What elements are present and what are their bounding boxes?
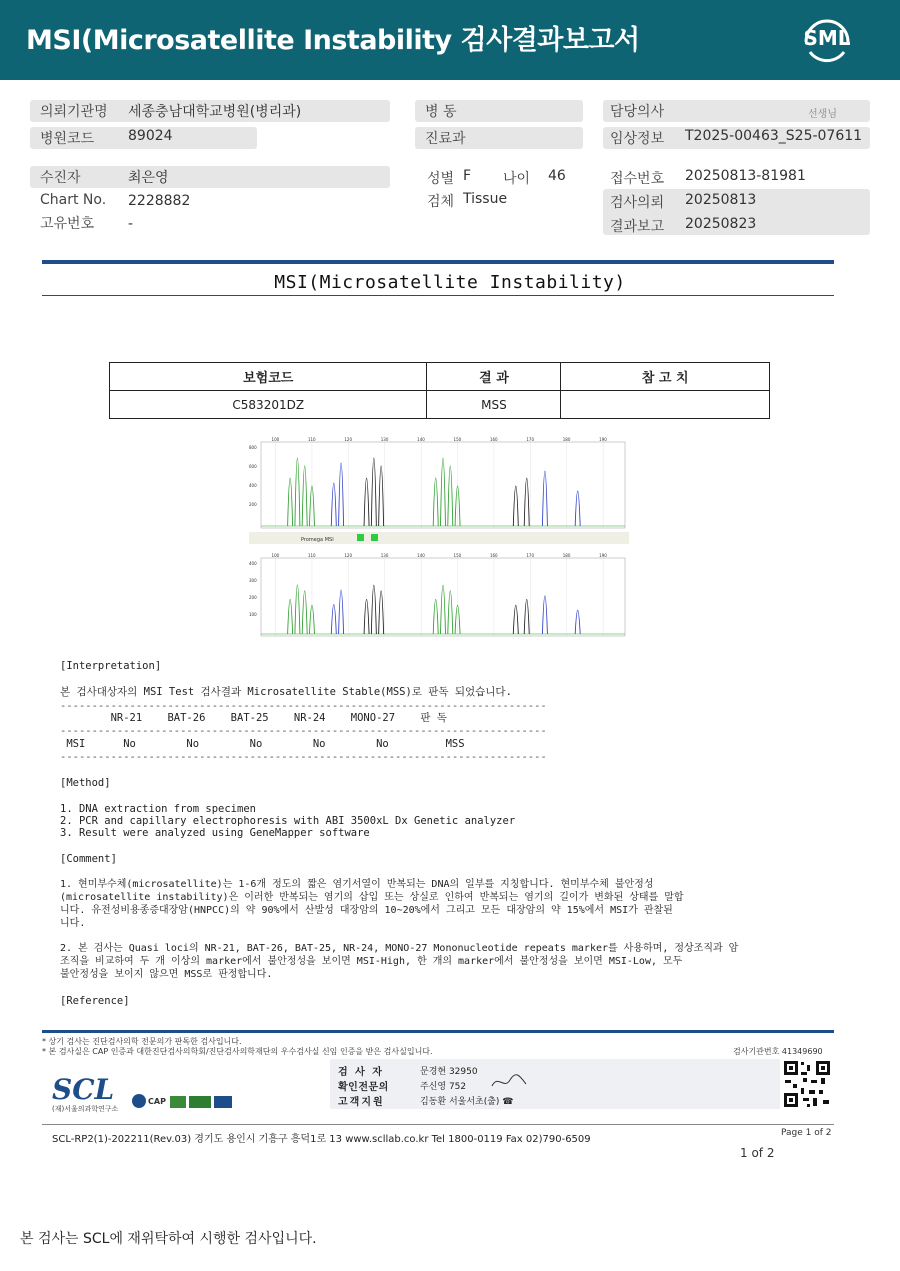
x-tick-1-6: 160 <box>489 553 498 558</box>
dash-line-1: ----------------------------------------------------------------------------- <box>60 700 547 712</box>
accreditation-icon-3 <box>214 1096 232 1108</box>
specimen-label: 검체 <box>427 194 455 210</box>
confirm-value: 주신영 752 <box>420 1082 467 1092</box>
doctor-suffix: 선생님 <box>808 109 837 120</box>
doctor-label: 담당의사 <box>610 104 665 120</box>
page-inner-indicator: Page 1 of 2 <box>781 1128 832 1138</box>
receipt-label: 접수번호 <box>610 171 665 187</box>
scl-logo: SCL <box>52 1073 115 1106</box>
sex-label: 성별 <box>427 171 455 187</box>
header-result: 결 과 <box>427 363 561 391</box>
x-tick-1-4: 140 <box>417 553 425 558</box>
x-tick-0-0: 100 <box>271 437 280 442</box>
tester-value: 문경현 32950 <box>420 1067 478 1077</box>
x-tick-0-8: 180 <box>562 437 571 442</box>
sml-logo <box>800 12 854 66</box>
x-tick-1-9: 190 <box>599 553 607 558</box>
request-value: 20250813 <box>685 192 757 208</box>
section-rule-top <box>42 260 834 264</box>
marker-box-1 <box>357 534 364 541</box>
age-label: 나이 <box>503 171 531 187</box>
x-tick-1-0: 100 <box>271 553 280 558</box>
sex-value: F <box>463 168 472 184</box>
confirm-label: 확인전문의 <box>338 1082 389 1093</box>
clinical-value: T2025-00463_S25-07611 <box>685 128 863 144</box>
institution-label: 의뢰기관명 <box>40 104 108 120</box>
x-tick-1-8: 180 <box>562 553 571 558</box>
unique-label: 고유번호 <box>40 216 95 232</box>
specimen-value: Tissue <box>463 191 508 207</box>
x-tick-0-2: 120 <box>344 437 353 442</box>
dash-line-2: ----------------------------------------------------------------------------- <box>60 725 547 737</box>
qr-code-icon <box>783 1060 831 1108</box>
page-indicator: 1 of 2 <box>740 1146 775 1160</box>
comment-p2-line-3: 불안정성을 보이지 않으면 MSS로 판정합니다. <box>60 969 273 980</box>
x-tick-0-3: 130 <box>380 437 389 442</box>
report-date-value: 20250823 <box>685 216 757 232</box>
hospital-code-label: 병원코드 <box>40 131 95 147</box>
comment-p1-line-2: (microsatellite instability)은 이러한 반복되는 염기의 삽입 또는 상실로 인하여 반복되는 염기의 길이가 변화된 상태를 말합 <box>60 892 684 903</box>
interpretation-sentence: 본 검사대상자의 MSI Test 검사결과 Microsatellite Stable(MSS)로 판독 되었습니다. <box>60 686 512 698</box>
interpretation-heading: [Interpretation] <box>60 660 162 672</box>
lab-number: 검사기관번호 41349690 <box>733 1047 823 1056</box>
cap-badge-icon <box>132 1094 146 1108</box>
x-tick-1-3: 130 <box>380 553 389 558</box>
reference-heading: [Reference] <box>60 995 130 1007</box>
accreditation-icon-2 <box>189 1096 211 1108</box>
patient-label: 수진자 <box>40 170 81 186</box>
reference-cell <box>561 391 770 419</box>
header-insurance-code: 보험코드 <box>110 363 427 391</box>
result-table <box>109 362 770 419</box>
y-tick-0-3: 200 <box>249 502 257 507</box>
report-date-label: 결과보고 <box>610 219 665 235</box>
x-tick-0-5: 150 <box>453 437 462 442</box>
signer-box <box>330 1059 780 1109</box>
support-value: 김동환 서울서초(출) ☎ <box>420 1097 514 1107</box>
tester-label: 검 사 자 <box>338 1067 384 1078</box>
method-line-3: 3. Result were analyzed using GeneMapper software <box>60 827 370 839</box>
plot-frame-0 <box>261 442 625 528</box>
x-tick-1-1: 110 <box>307 553 316 558</box>
department-label: 진료과 <box>425 131 466 147</box>
comment-p1-line-1: 1. 현미부수체(microsatellite)는 1-6개 정도의 짧은 염기서열이 반복되는 DNA의 일부를 지칭합니다. 현미부수체 불안정성 <box>60 879 654 890</box>
y-tick-1-1: 300 <box>249 578 257 583</box>
request-label: 검사의뢰 <box>610 195 665 211</box>
x-tick-1-2: 120 <box>344 553 353 558</box>
comment-p2-line-2: 조직을 비교하여 두 개 이상의 marker에서 불안정성을 보이면 MSI-High, 한 개의 marker에서 불안정성을 보이면 MSI-Low, 모두 <box>60 956 683 967</box>
y-tick-0-0: 800 <box>249 445 257 450</box>
accreditation-icon-1 <box>170 1096 186 1108</box>
x-tick-0-6: 160 <box>489 437 498 442</box>
receipt-value: 20250813-81981 <box>685 168 806 184</box>
signature-icon <box>490 1072 530 1092</box>
report-title: MSI(Microsatellite Instability 검사결과보고서 <box>26 25 640 56</box>
sml-logo-text: SML <box>803 26 851 50</box>
chart-no-value: 2228882 <box>128 193 191 209</box>
y-tick-0-1: 600 <box>249 464 257 469</box>
y-tick-1-0: 400 <box>249 561 257 566</box>
institution-value: 세종충남대학교병원(병리과) <box>128 104 302 120</box>
unique-value: - <box>128 216 134 232</box>
comment-p2-line-1: 2. 본 검사는 Quasi loci의 NR-21, BAT-26, BAT-25, NR-24, MONO-27 Mononucleotide repeats marker를 사용하며, 정상조직과 암 <box>60 943 739 954</box>
x-tick-0-9: 190 <box>599 437 607 442</box>
footer-divider <box>42 1124 834 1125</box>
cap-label: CAP <box>148 1097 166 1106</box>
marker-columns: NR-21 BAT-26 BAT-25 NR-24 MONO-27 판 독 <box>60 712 447 724</box>
chart-no-label: Chart No. <box>40 192 107 208</box>
marker-box-2 <box>371 534 378 541</box>
x-tick-1-7: 170 <box>526 553 535 558</box>
header-reference: 참 고 치 <box>561 363 770 391</box>
age-value: 46 <box>548 168 566 184</box>
scl-subtitle: (재)서울의과학연구소 <box>52 1105 119 1113</box>
clinical-label: 임상정보 <box>610 131 665 147</box>
patient-value: 최은영 <box>128 170 169 186</box>
method-heading: [Method] <box>60 777 111 789</box>
method-line-2: 2. PCR and capillary electrophoresis with ABI 3500xL Dx Genetic analyzer <box>60 815 516 827</box>
report-header <box>0 0 900 80</box>
electropherogram-svg <box>249 436 629 642</box>
footer-rule <box>42 1030 834 1033</box>
support-label: 고객지원 <box>338 1097 385 1108</box>
footer-note-2: * 본 검사실은 CAP 인증과 대한진단검사의학회/진단검사의학재단의 우수검사실 신임 인증을 받은 검사실입니다. <box>42 1047 433 1056</box>
ward-label: 병 동 <box>425 104 457 120</box>
comment-p1-line-4: 니다. <box>60 918 86 929</box>
comment-p1-line-3: 니다. 유전성비용종증대장암(HNPCC)의 약 90%에서 산발성 대장암의 10~20%에서 그리고 모든 대장암의 약 15%에서 MSI가 관찰된 <box>60 905 673 916</box>
section-title: MSI(Microsatellite Instability) <box>274 272 626 293</box>
electropherogram <box>249 436 629 642</box>
y-tick-0-2: 400 <box>249 483 257 488</box>
dash-line-3: ----------------------------------------------------------------------------- <box>60 751 547 763</box>
plot-frame-1 <box>261 558 625 636</box>
footer-note-1: * 상기 검사는 진단검사의학 전문의가 판독한 검사입니다. <box>42 1037 242 1046</box>
method-line-1: 1. DNA extraction from specimen <box>60 803 256 815</box>
x-tick-1-5: 150 <box>453 553 462 558</box>
marker-values: MSI No No No No No MSS <box>60 738 465 750</box>
footer-address: SCL-RP2(1)-202211(Rev.03) 경기도 용인시 기흥구 흥덕1로 13 www.scllab.co.kr Tel 1800-0119 Fax 02)790-6509 <box>52 1134 591 1145</box>
y-tick-1-3: 100 <box>249 612 257 617</box>
panel-label: Promega MSI <box>301 537 334 543</box>
insurance-code-cell: C583201DZ <box>110 391 427 419</box>
result-cell: MSS <box>427 391 561 419</box>
bottom-note: 본 검사는 SCL에 재위탁하여 시행한 검사입니다. <box>20 1231 317 1247</box>
hospital-code-value: 89024 <box>128 128 173 144</box>
comment-heading: [Comment] <box>60 853 117 865</box>
y-tick-1-2: 200 <box>249 595 257 600</box>
section-rule-bottom <box>42 295 834 296</box>
x-tick-0-7: 170 <box>526 437 535 442</box>
x-tick-0-1: 110 <box>307 437 316 442</box>
x-tick-0-4: 140 <box>417 437 425 442</box>
